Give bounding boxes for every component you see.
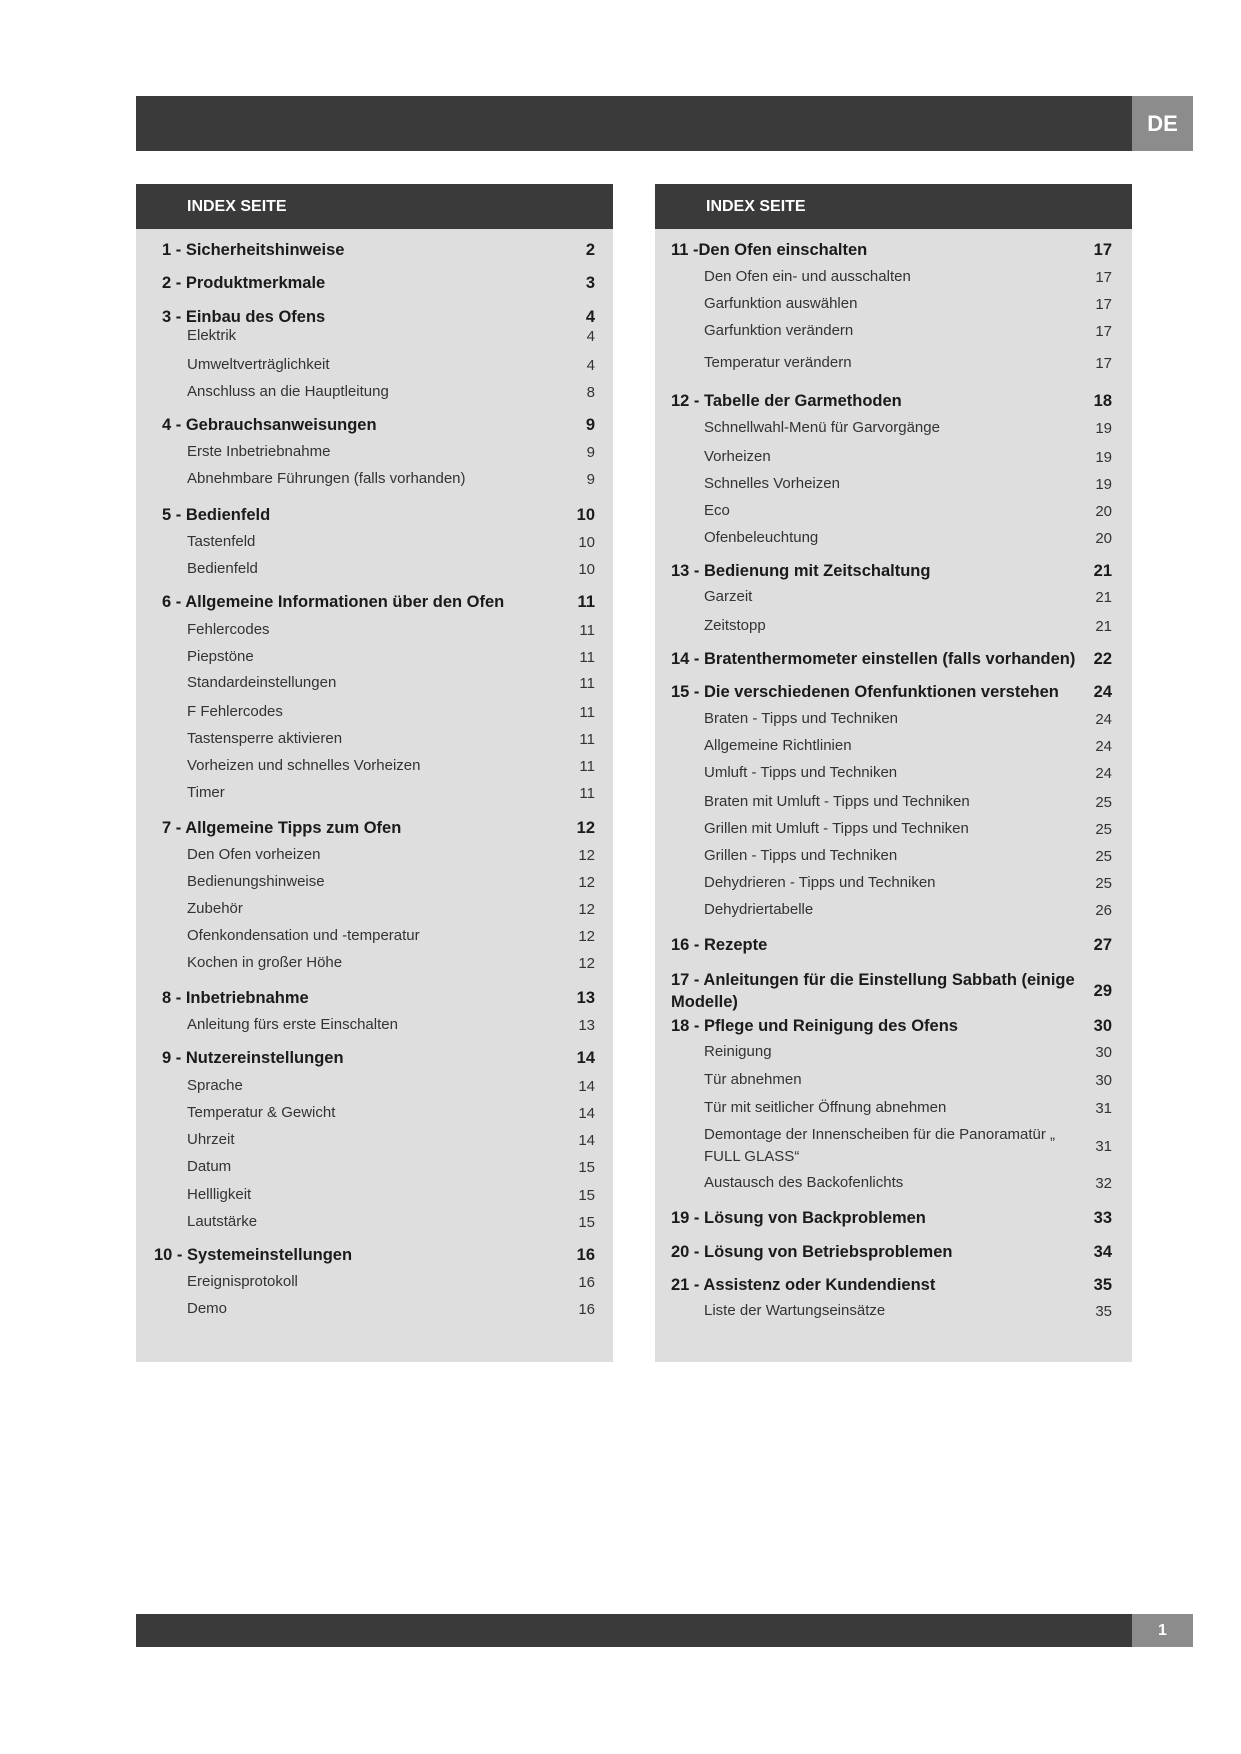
- toc-subentry: [136, 1129, 613, 1151]
- toc-entry-title: Grillen mit Umluft - Tipps und Techniken: [704, 820, 969, 837]
- toc-entry-title: Sprache: [187, 1077, 243, 1094]
- toc-section-entry: [136, 272, 613, 294]
- toc-entry-title: Ofenkondensation und -temperatur: [187, 927, 420, 944]
- toc-subentry: [136, 558, 613, 580]
- toc-entry-title: Abnehmbare Führungen (falls vorhanden): [187, 470, 466, 487]
- toc-entry-page: 12: [578, 900, 595, 918]
- toc-entry-page: 27: [1093, 935, 1112, 954]
- toc-subentry: [136, 1102, 613, 1124]
- toc-entry-title: F Fehlercodes: [187, 703, 283, 720]
- toc-entry-page: 30: [1095, 1043, 1112, 1061]
- toc-entry-title: Temperatur & Gewicht: [187, 1104, 336, 1121]
- toc-section-entry: [136, 987, 613, 1009]
- toc-subentry: [655, 320, 1132, 342]
- toc-entry-title: Vorheizen und schnelles Vorheizen: [187, 757, 421, 774]
- toc-entry-title: Braten - Tipps und Techniken: [704, 710, 899, 727]
- toc-entry-page: 12: [578, 927, 595, 945]
- toc-entry-page: 19: [1095, 475, 1112, 493]
- toc-subentry: [136, 646, 613, 668]
- toc-entry-page: 25: [1095, 793, 1112, 811]
- toc-subentry: [136, 672, 613, 694]
- toc-entry-page: 11: [579, 648, 595, 666]
- toc-entry-page: 14: [578, 1077, 595, 1095]
- toc-entry-page: 16: [576, 1245, 595, 1264]
- toc-entry-page: 10: [576, 505, 595, 524]
- toc-entry-title: Grillen - Tipps und Techniken: [704, 847, 898, 864]
- toc-subentry: [136, 1075, 613, 1097]
- toc-entry-title: Bedienfeld: [187, 560, 258, 577]
- toc-entry-page: 12: [578, 873, 595, 891]
- toc-entry-title: Reinigung: [704, 1043, 772, 1060]
- toc-entry-page: 9: [586, 443, 595, 461]
- toc-section-entry: [655, 681, 1132, 703]
- toc-entry-title: Braten mit Umluft - Tipps und Techniken: [704, 793, 970, 810]
- toc-subentry: [655, 293, 1132, 315]
- toc-subentry: [136, 1156, 613, 1178]
- toc-entry-title: 1 - Sicherheitshinweise: [162, 241, 345, 259]
- index-panel-left: [136, 184, 613, 1362]
- toc-entry-page: 17: [1093, 240, 1112, 259]
- toc-subentry: [655, 615, 1132, 637]
- toc-entry-title: Allgemeine Richtlinien: [704, 737, 852, 754]
- toc-entry-page: 25: [1095, 820, 1112, 838]
- toc-section-entry: [655, 239, 1132, 261]
- toc-entry-page: 25: [1095, 847, 1112, 865]
- toc-entry-title: Vorheizen: [704, 448, 771, 465]
- toc-entry-title: 2 - Produktmerkmale: [162, 274, 326, 292]
- toc-entry-title: Tastensperre aktivieren: [187, 730, 343, 747]
- toc-subentry: [136, 441, 613, 463]
- toc-subentry: [655, 1041, 1132, 1063]
- toc-entry-title: Elektrik: [187, 327, 237, 344]
- toc-section-entry: [136, 591, 613, 613]
- toc-entry-title: Zubehör: [187, 900, 243, 917]
- toc-subentry: [136, 952, 613, 974]
- toc-section-entry: [655, 969, 1132, 1013]
- toc-section-entry: [655, 1015, 1132, 1037]
- index-list-left: [136, 229, 613, 1362]
- toc-entry-page: 4: [586, 327, 595, 345]
- toc-entry-page: 14: [576, 1048, 595, 1067]
- toc-subentry: [136, 925, 613, 947]
- toc-subentry: [655, 845, 1132, 867]
- toc-entry-page: 29: [1093, 981, 1112, 1000]
- toc-entry-title: Garfunktion verändern: [704, 322, 854, 339]
- toc-entry-page: 11: [579, 621, 595, 639]
- toc-section-entry: [655, 1241, 1132, 1263]
- toc-entry-title: Hellligkeit: [187, 1186, 252, 1203]
- toc-entry-title: Demontage der Innenscheiben für die Panoramatür „ FULL GLASS“: [704, 1126, 1056, 1165]
- toc-entry-title: Ereignisprotokoll: [187, 1273, 298, 1290]
- index-list-right: [655, 229, 1132, 1362]
- toc-entry-page: 21: [1095, 588, 1112, 606]
- toc-entry-page: 16: [578, 1300, 595, 1318]
- toc-subentry: [655, 500, 1132, 522]
- toc-subentry: [136, 728, 613, 750]
- toc-entry-page: 31: [1095, 1137, 1112, 1155]
- toc-section-entry: [655, 637, 1132, 681]
- toc-entry-title: Garzeit: [704, 588, 753, 605]
- toc-entry-title: 11 -Den Ofen einschalten: [671, 241, 868, 259]
- toc-section-entry: [655, 1274, 1132, 1296]
- toc-entry-title: 4 - Gebrauchsanweisungen: [162, 416, 377, 434]
- toc-entry-page: 25: [1095, 874, 1112, 892]
- toc-entry-page: 9: [586, 470, 595, 488]
- toc-subentry: [136, 381, 613, 403]
- toc-entry-title: Erste Inbetriebnahme: [187, 443, 331, 460]
- toc-entry-page: 8: [586, 383, 595, 401]
- toc-entry-page: 21: [1093, 561, 1112, 580]
- toc-entry-page: 35: [1093, 1275, 1112, 1294]
- toc-entry-page: 12: [578, 846, 595, 864]
- toc-entry-page: 12: [576, 818, 595, 837]
- toc-entry-title: Piepstöne: [187, 648, 254, 665]
- toc-entry-title: Dehydrieren - Tipps und Techniken: [704, 874, 936, 891]
- toc-entry-page: 20: [1095, 529, 1112, 547]
- toc-section-entry: [136, 817, 613, 839]
- toc-entry-page: 11: [579, 703, 595, 721]
- toc-entry-page: 16: [578, 1273, 595, 1291]
- toc-entry-page: 33: [1093, 1208, 1112, 1227]
- toc-entry-title: Lautstärke: [187, 1213, 258, 1230]
- toc-entry-page: 11: [577, 592, 595, 611]
- index-heading-left: INDEX SEITE: [136, 184, 613, 229]
- toc-subentry: [655, 872, 1132, 894]
- toc-section-entry: [655, 390, 1132, 412]
- toc-subentry: [136, 1211, 613, 1233]
- toc-entry-title: Anleitung fürs erste Einschalten: [187, 1016, 398, 1033]
- toc-section-entry: [655, 560, 1132, 582]
- toc-entry-title: Tür mit seitlicher Öffnung abnehmen: [704, 1099, 947, 1116]
- toc-entry-title: Kochen in großer Höhe: [187, 954, 343, 971]
- toc-entry-page: 15: [578, 1186, 595, 1204]
- toc-subentry: [655, 266, 1132, 288]
- toc-entry-title: Datum: [187, 1158, 232, 1175]
- toc-subentry: [136, 1014, 613, 1036]
- toc-subentry: [655, 1069, 1132, 1091]
- toc-subentry: [655, 735, 1132, 757]
- toc-subentry: [136, 898, 613, 920]
- toc-entry-page: 3: [585, 273, 595, 292]
- toc-section-entry: [136, 1047, 613, 1069]
- toc-entry-page: 20: [1095, 502, 1112, 520]
- index-panel-right: [655, 184, 1132, 1362]
- toc-section-entry: [136, 239, 613, 261]
- toc-entry-title: Temperatur verändern: [704, 354, 852, 371]
- toc-entry-page: 24: [1095, 764, 1112, 782]
- toc-section-entry: [655, 934, 1132, 956]
- toc-entry-page: 4: [585, 307, 595, 326]
- toc-entry-title: Demo: [187, 1300, 228, 1317]
- toc-entry-page: 10: [578, 533, 595, 551]
- toc-entry-page: 24: [1095, 737, 1112, 755]
- toc-entry-page: 30: [1093, 1016, 1112, 1035]
- toc-subentry: [136, 1271, 613, 1293]
- toc-entry-title: Garfunktion auswählen: [704, 295, 858, 312]
- language-tag: DE: [1132, 96, 1193, 151]
- toc-subentry: [655, 473, 1132, 495]
- toc-entry-title: Anschluss an die Hauptleitung: [187, 383, 389, 400]
- toc-entry-title: 18 - Pflege und Reinigung des Ofens: [671, 1017, 958, 1035]
- toc-subentry: [655, 899, 1132, 921]
- toc-section-entry: [136, 1244, 613, 1266]
- toc-entry-title: 6 - Allgemeine Informationen über den Ofen: [162, 593, 505, 611]
- toc-entry-title: Dehydriertabelle: [704, 901, 814, 918]
- toc-entry-title: 5 - Bedienfeld: [162, 506, 271, 524]
- toc-entry-page: 11: [579, 757, 595, 775]
- toc-section-entry: [655, 1207, 1132, 1229]
- toc-section-entry: [136, 414, 613, 436]
- toc-subentry: [136, 1184, 613, 1206]
- toc-entry-page: 31: [1095, 1099, 1112, 1117]
- toc-entry-page: 22: [1093, 649, 1112, 668]
- toc-subentry: [655, 762, 1132, 784]
- toc-entry-title: Timer: [187, 784, 225, 801]
- toc-subentry: [655, 352, 1132, 374]
- toc-subentry: [655, 818, 1132, 840]
- toc-entry-page: 2: [585, 240, 595, 259]
- toc-subentry: [655, 527, 1132, 549]
- toc-entry-page: 11: [579, 674, 595, 692]
- toc-subentry: [655, 417, 1132, 439]
- toc-entry-title: Ofenbeleuchtung: [704, 529, 819, 546]
- toc-entry-title: Tastenfeld: [187, 533, 256, 550]
- toc-subentry: [655, 1300, 1132, 1322]
- toc-entry-title: 9 - Nutzereinstellungen: [162, 1049, 344, 1067]
- toc-entry-title: 20 - Lösung von Betriebsproblemen: [671, 1243, 953, 1261]
- toc-section-entry: [136, 504, 613, 526]
- toc-entry-title: Bedienungshinweise: [187, 873, 325, 890]
- toc-subentry: [136, 755, 613, 777]
- toc-entry-page: 17: [1095, 322, 1112, 340]
- footer-bar: [136, 1614, 1132, 1647]
- toc-entry-page: 14: [578, 1104, 595, 1122]
- toc-entry-page: 19: [1095, 419, 1112, 437]
- toc-entry-title: 21 - Assistenz oder Kundendienst: [671, 1276, 936, 1294]
- toc-entry-title: Eco: [704, 502, 730, 519]
- toc-entry-title: 17 - Anleitungen für die Einstellung Sabbath (einige Modelle): [671, 971, 1075, 1011]
- toc-entry-title: 15 - Die verschiedenen Ofenfunktionen verstehen: [671, 683, 1059, 701]
- toc-entry-page: 13: [578, 1016, 595, 1034]
- toc-subentry: [655, 1097, 1132, 1119]
- toc-entry-title: Uhrzeit: [187, 1131, 235, 1148]
- toc-subentry: [136, 531, 613, 553]
- toc-entry-page: 11: [579, 730, 595, 748]
- page-number: 1: [1132, 1614, 1193, 1647]
- toc-subentry: [655, 791, 1132, 813]
- toc-subentry: [655, 1172, 1132, 1194]
- toc-entry-title: 14 - Bratenthermometer einstellen (falls vorhanden): [671, 650, 1076, 668]
- toc-entry-page: 4: [586, 356, 595, 374]
- toc-subentry: [655, 708, 1132, 730]
- toc-entry-page: 30: [1095, 1071, 1112, 1089]
- toc-entry-page: 35: [1095, 1302, 1112, 1320]
- toc-subentry: [136, 468, 613, 490]
- toc-entry-page: 17: [1095, 268, 1112, 286]
- index-heading-right: INDEX SEITE: [655, 184, 1132, 229]
- toc-entry-page: 32: [1095, 1174, 1112, 1192]
- toc-entry-title: 10 - Systemeinstellungen: [154, 1246, 353, 1264]
- toc-entry-page: 21: [1095, 617, 1112, 635]
- toc-subentry: [136, 871, 613, 893]
- toc-subentry: [655, 446, 1132, 468]
- toc-entry-page: 26: [1095, 901, 1112, 919]
- toc-subentry: [136, 354, 613, 376]
- toc-subentry: [655, 1124, 1132, 1168]
- toc-entry-page: 17: [1095, 354, 1112, 372]
- toc-entry-title: Fehlercodes: [187, 621, 270, 638]
- toc-entry-page: 24: [1095, 710, 1112, 728]
- toc-entry-page: 10: [578, 560, 595, 578]
- toc-entry-page: 13: [576, 988, 595, 1007]
- toc-entry-page: 14: [578, 1131, 595, 1149]
- toc-entry-title: 3 - Einbau des Ofens: [162, 308, 326, 326]
- toc-subentry: [136, 701, 613, 723]
- toc-entry-title: Den Ofen vorheizen: [187, 846, 321, 863]
- toc-entry-title: Austausch des Backofenlichts: [704, 1174, 904, 1191]
- toc-entry-title: Umluft - Tipps und Techniken: [704, 764, 898, 781]
- toc-entry-title: 12 - Tabelle der Garmethoden: [671, 392, 902, 410]
- toc-entry-page: 24: [1093, 682, 1112, 701]
- toc-entry-page: 12: [578, 954, 595, 972]
- header-bar: [136, 96, 1132, 151]
- toc-entry-page: 17: [1095, 295, 1112, 313]
- toc-entry-title: Tür abnehmen: [704, 1071, 802, 1088]
- toc-subentry: [136, 844, 613, 866]
- toc-entry-page: 15: [578, 1158, 595, 1176]
- toc-entry-title: Schnellwahl-Menü für Garvorgänge: [704, 419, 940, 436]
- toc-entry-title: Standardeinstellungen: [187, 674, 337, 691]
- toc-entry-title: 13 - Bedienung mit Zeitschaltung: [671, 562, 931, 580]
- toc-entry-title: 16 - Rezepte: [671, 936, 768, 954]
- toc-subentry: [136, 325, 613, 347]
- toc-entry-page: 19: [1095, 448, 1112, 466]
- toc-subentry: [136, 782, 613, 804]
- toc-subentry: [136, 619, 613, 641]
- toc-entry-title: Zeitstopp: [704, 617, 766, 634]
- toc-entry-title: Den Ofen ein- und ausschalten: [704, 268, 911, 285]
- toc-entry-title: Umweltverträglichkeit: [187, 356, 330, 373]
- toc-entry-page: 15: [578, 1213, 595, 1231]
- toc-subentry: [655, 586, 1132, 608]
- toc-entry-title: 8 - Inbetriebnahme: [162, 989, 309, 1007]
- toc-entry-page: 9: [585, 415, 595, 434]
- toc-entry-title: 19 - Lösung von Backproblemen: [671, 1209, 926, 1227]
- toc-subentry: [136, 1298, 613, 1320]
- toc-entry-title: Liste der Wartungseinsätze: [704, 1302, 886, 1319]
- toc-entry-page: 18: [1093, 391, 1112, 410]
- toc-entry-title: 7 - Allgemeine Tipps zum Ofen: [162, 819, 402, 837]
- toc-entry-page: 11: [579, 784, 595, 802]
- toc-entry-page: 34: [1093, 1242, 1112, 1261]
- toc-entry-title: Schnelles Vorheizen: [704, 475, 840, 492]
